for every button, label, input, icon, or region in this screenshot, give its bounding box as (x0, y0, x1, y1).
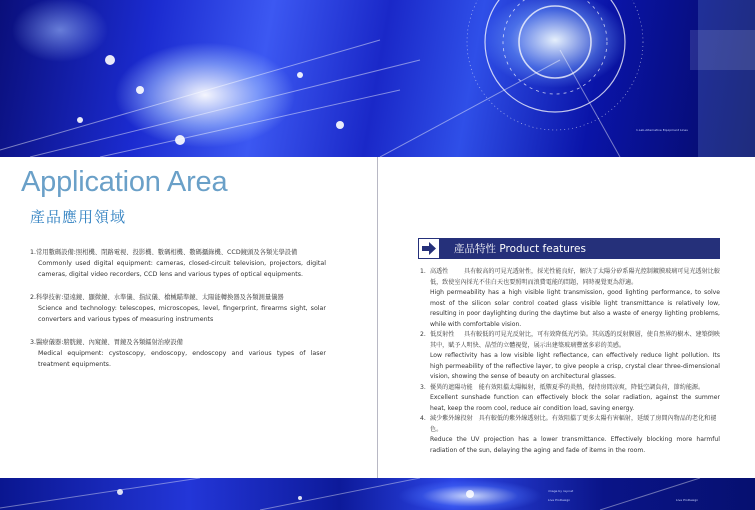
feature-zh-text: 能有效阻擋太陽輻射，抵禦夏季的炎熱，保持房間涼爽，降低空調負荷，節約能源。 (478, 383, 705, 391)
banner-micro-text: image by ray.net (548, 489, 574, 493)
feature-label: 減少紫外線投射 (430, 415, 473, 422)
application-item-en: Medical equipment: cystoscopy, endoscopy, endoscopy and various types of laser treatment equipments. (38, 350, 326, 368)
feature-en-text: Excellent sunshade function can effectively block the solar radiation, against the summer heat, keep the room cool, reduce air condition load, saving energy. (430, 394, 720, 412)
application-item-en: Commonly used digital equipment: cameras, closed-circuit television, projectors, digital cameras, digital video recorders, CCD lens and various types of optical equipments. (38, 260, 326, 278)
tech-graphic-bottom (0, 478, 755, 510)
feature-item (420, 330, 720, 383)
feature-item (420, 383, 720, 415)
page-title: Application Area (21, 166, 228, 198)
bottom-banner-image (0, 478, 755, 510)
feature-number: 1. (420, 268, 426, 275)
product-features-list (420, 267, 720, 456)
application-item-zh: 2.科學技術:望遠鏡、顯微鏡、水準儀、指紋儀、槍械瞄準鏡、太陽能轉換器及各類測量儀器 (30, 294, 284, 301)
top-banner-image (0, 0, 755, 157)
product-features-header (418, 238, 720, 259)
feature-zh-text: 具有較低的紫外線透射比。有效阻擋了更多太陽有害輻射，延緩了房間內物品的老化和褪色。 (430, 415, 717, 433)
arrow-right-icon (418, 238, 440, 259)
feature-en-text: Reduce the UV projection has a lower transmittance. Effectively blocking more harmful radiation of the sun, delaying the aging and fade of items in the room. (430, 436, 720, 454)
feature-label: 高透性 (430, 268, 449, 275)
banner-micro-text: Live ProDesign (676, 498, 699, 502)
application-item (30, 292, 326, 325)
application-item-en: Science and technology: telescopes, microscopes, level, fingerprint, firearms sight, solar converters and various types of measuring instruments (38, 305, 326, 323)
feature-label: 低反射性 (430, 331, 455, 338)
banner-micro-text: 1.Lab-Alternative Equipment Lines (636, 128, 688, 132)
feature-number: 2. (420, 331, 426, 338)
feature-zh-text: 具有較高的可見光透射性，採光性能良好，解決了太陽分矽系陽光控制鍍膜玻璃可見光透射比較低，致使室內採光不佳白天也要照明而浪費電能的問題，同時視覺更為舒適。 (430, 268, 720, 286)
feature-item (420, 414, 720, 456)
application-item-zh: 1.常用數碼設備:照相機、閉路電視、投影機、數碼相機、數碼攝錄機、CCD鏡頭及各類光學設備 (30, 249, 298, 256)
application-item-zh: 3.醫療儀器:膀胱鏡、內窺鏡、胃鏡及各類鐳射治療設備 (30, 339, 183, 346)
page-fold-divider (377, 157, 378, 478)
feature-en-text: High permeability has a high visible light transmission, good lighting performance, to solve most of the silicon solar control coated glass visible light transmittance is relatively low, resulting in poor daylighting during the daytime but also a waste of energy lighting problems, while with comfortable vision. (430, 289, 720, 328)
feature-number: 4. (420, 415, 426, 422)
page-subtitle: 產品應用領域 (30, 208, 127, 226)
feature-en-text: Low reflectivity has a low visible light reflectance, can effectively reduce light pollution. Its high permeability of the reflective layer, to give people a crisp, crystal clear three-dimensional vision, showing the sense of beauty on architectural glasses. (430, 352, 720, 380)
application-item (30, 337, 326, 370)
feature-zh-text: 具有較低的可見光反射比，可有效降低光污染。其高透的反射膜層，使自然界的樹木、建築倒映其中，賦予人明快、晶瑩的立體視覺，展示出建築玻璃豐富多彩的美感。 (430, 331, 720, 349)
application-list (30, 247, 326, 382)
tech-graphic (0, 0, 755, 157)
feature-label: 優異的遮陽功能 (430, 383, 473, 391)
application-item (30, 247, 326, 280)
feature-number: 3. (420, 383, 426, 391)
product-features-title: 產品特性 Product features (454, 243, 586, 255)
banner-micro-text: Live ProDesign (548, 498, 571, 502)
feature-item (420, 267, 720, 330)
